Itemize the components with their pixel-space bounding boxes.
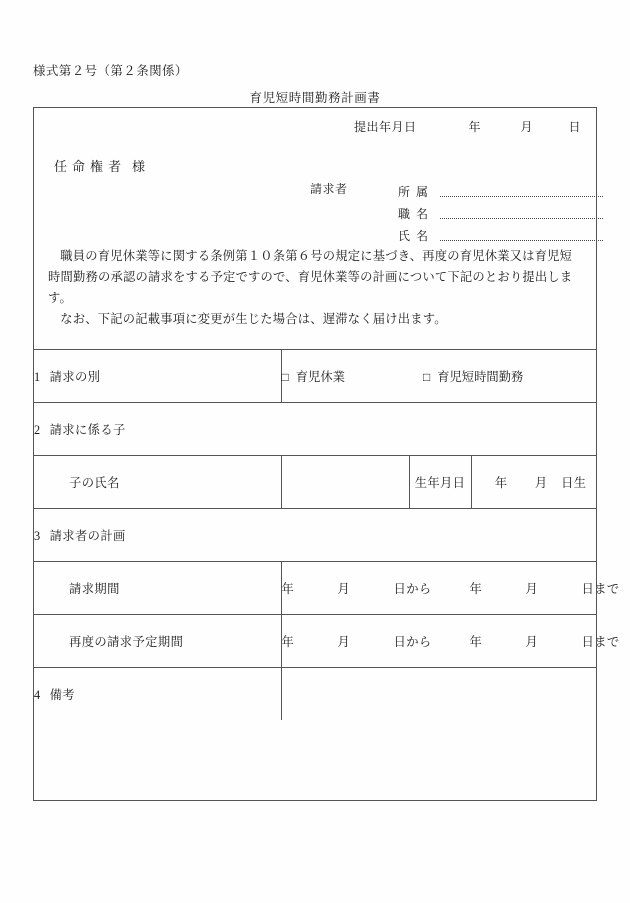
plan-section-label: 請求者の計画 bbox=[49, 529, 126, 543]
remarks-value-cell[interactable] bbox=[281, 668, 596, 721]
claimant-affiliation-row bbox=[398, 178, 603, 200]
next-period-from-year: 年 bbox=[281, 635, 295, 649]
child-name-label: 子の氏名 bbox=[69, 476, 120, 490]
form-outer-box bbox=[33, 107, 620, 801]
claim-period-to-day: 日まで bbox=[581, 582, 620, 596]
next-period-to-year: 年 bbox=[469, 635, 483, 649]
next-period-to-month: 月 bbox=[525, 635, 539, 649]
claim-type-options-cell bbox=[281, 350, 596, 403]
addressee-name: 任命権者 bbox=[54, 159, 127, 174]
claimant-jobtitle-input[interactable] bbox=[440, 206, 603, 219]
form-upper-section bbox=[34, 108, 596, 349]
body-paragraph-2: なお、下記の記載事項に変更が生じた場合は、遅滞なく届け出ます。 bbox=[60, 312, 447, 326]
submission-date-label: 提出年月日 bbox=[354, 120, 417, 134]
claim-period-from-month: 月 bbox=[337, 582, 351, 596]
child-birth-label-cell bbox=[409, 456, 471, 509]
child-section-label-cell bbox=[34, 403, 596, 456]
next-period-value-cell[interactable] bbox=[281, 615, 620, 668]
addressee-line bbox=[54, 156, 150, 175]
table-row-next-period bbox=[34, 615, 596, 668]
claimant-affiliation-input[interactable] bbox=[440, 184, 603, 197]
submission-month-unit: 月 bbox=[520, 120, 533, 134]
claim-period-value-cell[interactable] bbox=[281, 562, 620, 615]
claim-period-label: 請求期間 bbox=[69, 582, 120, 596]
claimant-name-label: 氏名 bbox=[398, 229, 435, 243]
next-period-to-day: 日まで bbox=[581, 635, 620, 649]
option-childcare-leave-label: 育児休業 bbox=[295, 370, 345, 384]
next-period-from-day: 日から bbox=[393, 635, 432, 649]
document-title: 育児短時間勤務計画書 bbox=[249, 91, 381, 105]
child-birth-value-cell[interactable] bbox=[471, 456, 596, 509]
claim-period-label-cell bbox=[34, 562, 281, 615]
plan-section-number: 3 bbox=[34, 529, 41, 543]
remarks-label-cell bbox=[34, 668, 281, 721]
body-text bbox=[48, 246, 584, 330]
claim-type-label: 請求の別 bbox=[49, 370, 101, 384]
next-period-label-cell bbox=[34, 615, 281, 668]
form-number: 様式第２号（第２条関係） bbox=[33, 64, 188, 78]
next-period-from-month: 月 bbox=[337, 635, 351, 649]
child-section-number: 2 bbox=[34, 423, 41, 437]
claim-type-number: 1 bbox=[34, 370, 41, 384]
submission-date-line bbox=[354, 118, 581, 135]
table-row-claim-period bbox=[34, 562, 596, 615]
addressee-honorific: 様 bbox=[132, 159, 151, 174]
next-period-label: 再度の請求予定期間 bbox=[69, 635, 184, 649]
child-birth-label: 生年月日 bbox=[414, 476, 466, 490]
claimant-label: 請求者 bbox=[310, 182, 348, 196]
remarks-number: 4 bbox=[34, 688, 41, 702]
table-row-child-section bbox=[34, 403, 596, 456]
child-name-label-cell bbox=[34, 456, 281, 509]
plan-section-label-cell bbox=[34, 509, 596, 562]
submission-year-unit: 年 bbox=[468, 120, 481, 134]
claimant-jobtitle-label: 職名 bbox=[398, 207, 435, 221]
child-section-label: 請求に係る子 bbox=[49, 423, 126, 437]
table-row-remarks bbox=[34, 668, 596, 721]
claimant-affiliation-label: 所属 bbox=[398, 185, 435, 199]
claim-period-from-year: 年 bbox=[281, 582, 295, 596]
claim-period-to-year: 年 bbox=[469, 582, 483, 596]
claim-type-label-cell bbox=[34, 350, 281, 403]
body-paragraph-1: 職員の育児休業等に関する条例第１０条第６号の規定に基づき、再度の育児休業又は育児短時間勤務の承認の請求をする予定ですので、育児休業等の計画について下記のとおり提出します。 bbox=[48, 249, 573, 305]
table-row-claim-type bbox=[34, 350, 596, 403]
option-short-time-work-label: 育児短時間勤務 bbox=[437, 370, 524, 384]
checkbox-short-time-work-icon[interactable]: □ bbox=[422, 370, 431, 384]
claim-period-to-month: 月 bbox=[525, 582, 539, 596]
form-table bbox=[34, 349, 620, 720]
child-birth-month-unit: 月 bbox=[534, 476, 548, 490]
table-row-plan-section bbox=[34, 509, 596, 562]
claim-period-from-day: 日から bbox=[393, 582, 432, 596]
checkbox-childcare-leave-icon[interactable]: □ bbox=[281, 370, 289, 384]
claimant-name-input[interactable] bbox=[440, 228, 603, 241]
submission-day-unit: 日 bbox=[568, 120, 581, 134]
child-birth-year-unit: 年 bbox=[494, 476, 508, 490]
claimant-fields bbox=[398, 178, 603, 244]
claimant-name-row bbox=[398, 222, 603, 244]
remarks-label: 備考 bbox=[49, 688, 75, 702]
claimant-jobtitle-row bbox=[398, 200, 603, 222]
child-birth-day-unit: 日生 bbox=[561, 476, 587, 490]
table-row-child-name bbox=[34, 456, 596, 509]
child-name-value-cell[interactable] bbox=[281, 456, 409, 509]
